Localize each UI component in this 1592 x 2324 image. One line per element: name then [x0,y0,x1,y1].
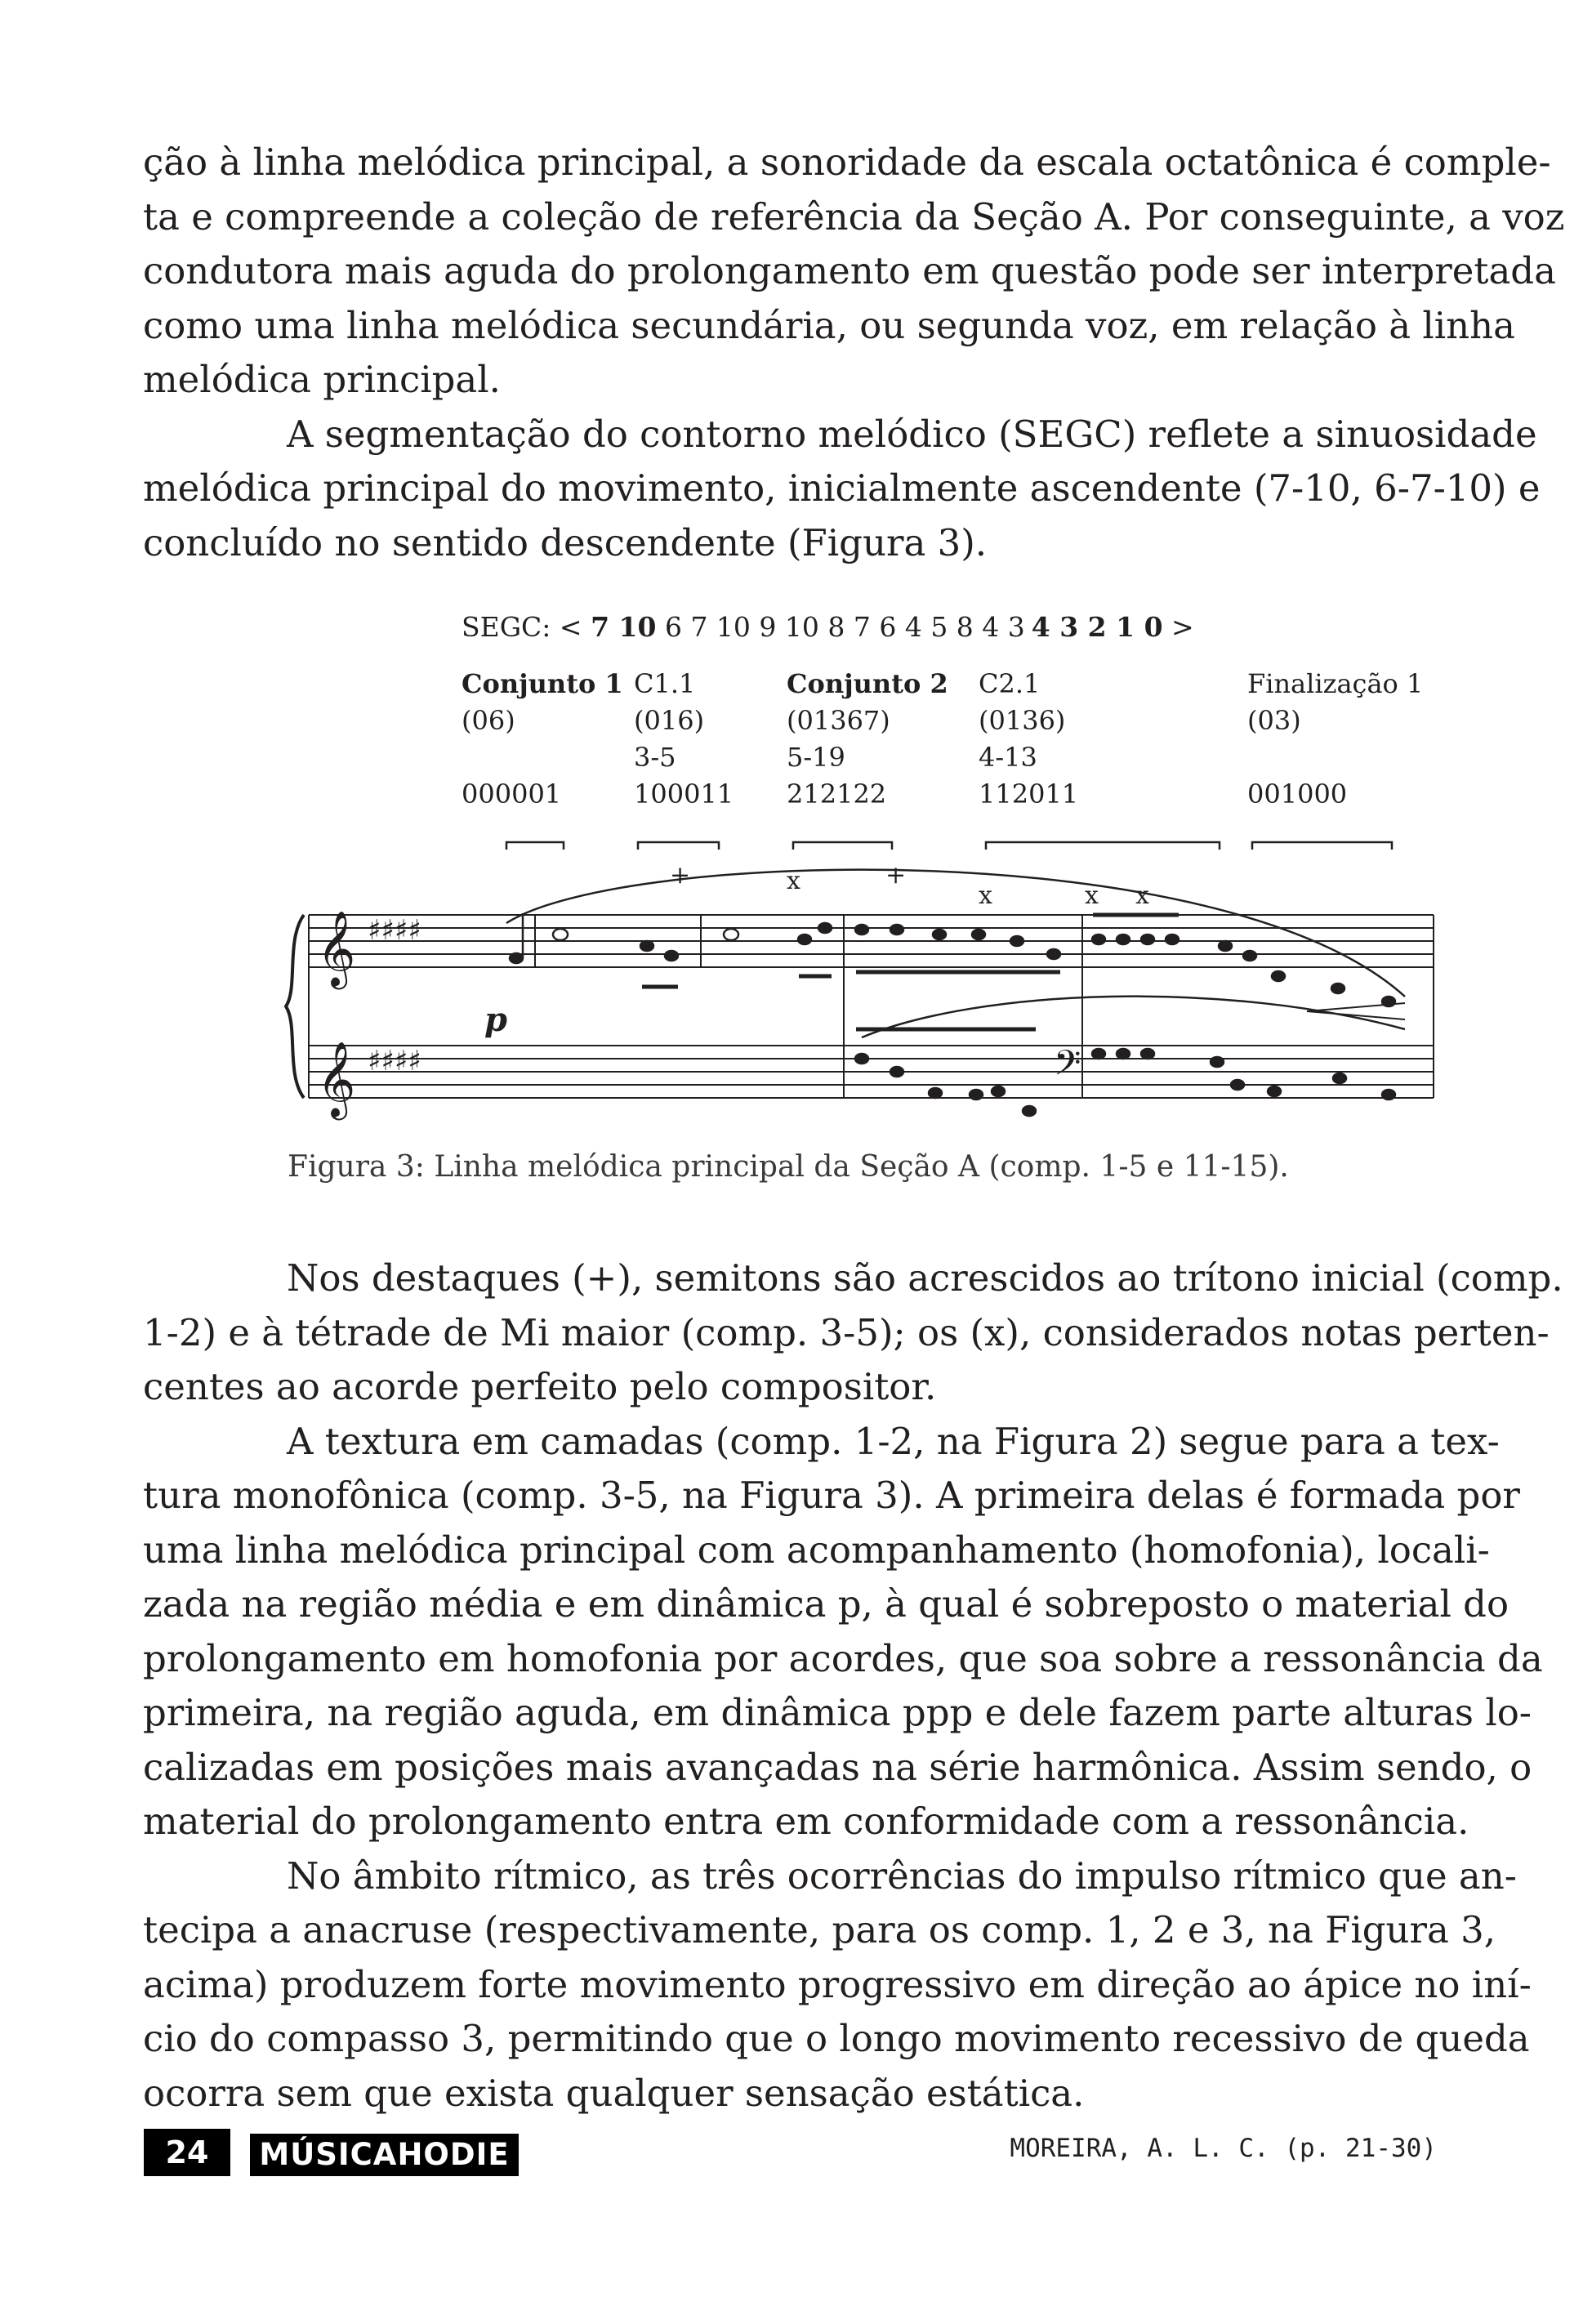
set-vector: 212122 [787,778,887,810]
set-heading: Conjunto 2 [787,668,948,699]
segc-bold-start: 7 10 [591,611,657,643]
set-forte: 4-13 [979,742,1037,773]
note [1211,1057,1224,1067]
segc-suffix: > [1171,611,1194,643]
set-column-conjunto-1 [462,666,623,813]
note [1092,935,1105,944]
text-line: uma linha melódica principal com acompanhamento (homofonia), locali- [143,1528,1490,1572]
note [1333,1073,1346,1083]
note [1092,1049,1105,1059]
mark-x: x [787,867,800,895]
set-heading: C1.1 [634,668,696,699]
text-line: 1-2) e à tétrade de Mi maior (comp. 3-5); os (x), considerados notas perten- [143,1310,1550,1354]
text-line: tecipa a anacruse (respectivamente, para os comp. 1, 2 e 3, na Figura 3, [143,1908,1496,1952]
text-line: A textura em camadas (comp. 1-2, na Figura 2) segue para a tex- [287,1419,1500,1463]
mark-x: x [1135,881,1149,910]
text-line: Nos destaques (+), semitons são acrescidos ao trítono inicial (comp. [287,1256,1563,1300]
segment-bracket [793,842,892,850]
text-line: No âmbito rítmico, as três ocorrências do impulso rítmico que an- [287,1853,1517,1898]
text-line: tura monofônica (comp. 3-5, na Figura 3). A primeira delas é formada por [143,1474,1520,1517]
segment-bracket [506,842,564,850]
text-line: material do prolongamento entra em conformidade com a ressonância. [143,1800,1469,1843]
body-text-top [143,136,1565,570]
body-text-bottom [143,1251,1563,2121]
note [992,1086,1005,1096]
dynamic-marking: p [484,1001,507,1039]
text-line: acima) produzem forte movimento progressivo em direção ao ápice no iní- [143,1962,1532,2006]
note [1141,935,1154,944]
note [1272,971,1285,981]
set-column-c2-1 [979,666,1078,813]
treble-clef-icon: 𝄞 [317,910,356,986]
mark-plus: + [885,861,907,890]
mark-x: x [1085,881,1099,910]
note [1243,951,1256,961]
note [818,923,832,933]
set-pcs: (06) [462,705,515,736]
text-line: ocorra sem que exista qualquer sensação estática. [143,2071,1085,2115]
segment-bracket [638,842,719,850]
note [1117,935,1130,944]
text-line: ção à linha melódica principal, a sonoridade da escala octatônica é comple- [143,141,1551,184]
text-line: melódica principal do movimento, inicialmente ascendente (7-10, 6-7-10) e [143,466,1541,510]
set-column-c1-1 [634,666,734,813]
text-line: centes ao acorde perfeito pelo compositor. [143,1365,937,1408]
note [553,929,568,940]
text-line: melódica principal. [143,358,501,401]
set-heading: Finalização 1 [1247,668,1424,699]
note [890,1067,903,1077]
set-forte [1247,739,1423,776]
set-heading: Conjunto 1 [462,668,623,699]
note [1010,936,1023,946]
key-signature-treble: ♯♯♯♯ [368,914,421,947]
note [1141,1049,1154,1059]
text-line: A segmentação do contorno melódico (SEGC) reflete a sinuosidade [287,412,1537,456]
text-line: como uma linha melódica secundária, ou segunda voz, em relação à linha [143,303,1515,347]
set-vector: 100011 [634,778,734,810]
note [1047,949,1060,959]
figure-caption: Figura 3: Linha melódica principal da Seção A (comp. 1-5 e 11-15). [288,1150,1289,1184]
segc-middle: 6 7 10 9 10 8 7 6 4 5 8 4 3 [664,611,1025,643]
mark-plus: + [670,861,691,890]
note [855,1054,868,1064]
set-vector: 000001 [462,778,562,810]
set-column-finalizacao-1 [1247,666,1423,813]
set-pcs: (03) [1247,705,1301,736]
segc-line [462,611,1194,643]
hairpin [1307,1003,1405,1019]
set-forte [462,739,623,776]
note [972,930,985,939]
note [724,929,738,940]
set-forte: 5-19 [787,742,845,773]
text-line: condutora mais aguda do prolongamento em questão pode ser interpretada [143,249,1556,292]
set-pcs: (0136) [979,705,1066,736]
text-line: cio do compasso 3, permitindo que o longo movimento recessivo de queda [143,2017,1530,2060]
note [510,953,523,963]
page-number: 24 [144,2129,230,2176]
note [1268,1086,1281,1096]
set-vector: 112011 [979,778,1079,810]
text-line: concluído no sentido descendente (Figura 3). [143,520,988,564]
mark-x: x [979,881,992,910]
note [640,941,653,951]
set-vector: 001000 [1247,778,1348,810]
text-line: primeira, na região aguda, em dinâmica ppp e dele fazem parte alturas lo- [143,1691,1532,1734]
set-pcs: (01367) [787,705,890,736]
note [1231,1080,1244,1090]
system-brace [286,915,304,1098]
segc-bold-end: 4 3 2 1 0 [1031,611,1163,643]
running-citation: MOREIRA, A. L. C. (p. 21-30) [1010,2134,1437,2163]
bass-clef-icon: 𝄢 [1054,1043,1081,1092]
note [798,935,811,944]
note [890,925,903,935]
note [970,1090,983,1100]
note [1382,1090,1395,1100]
note [1023,1106,1036,1116]
bass-slur [862,997,1405,1037]
set-column-conjunto-2 [787,666,948,813]
set-pcs: (016) [634,705,705,736]
note [1382,997,1395,1006]
note [1331,984,1345,993]
set-heading: C2.1 [979,668,1041,699]
treble-clef-icon: 𝄞 [317,1041,356,1117]
text-line: prolongamento em homofonia por acordes, que soa sobre a ressonância da [143,1636,1543,1680]
text-line: calizadas em posições mais avançadas na série harmônica. Assim sendo, o [143,1745,1532,1789]
note [665,951,678,961]
set-forte: 3-5 [634,742,676,773]
key-signature-bass: ♯♯♯♯ [368,1045,421,1077]
note [1166,935,1179,944]
note [1219,941,1232,951]
segment-bracket [1252,842,1392,850]
phrase-slur [506,870,1405,997]
note [929,1088,942,1098]
segc-prefix: SEGC: < [462,611,582,643]
note [1117,1049,1130,1059]
text-line: ta e compreende a coleção de referência da Seção A. Por conseguinte, a voz [143,194,1565,239]
note [855,925,868,935]
segment-bracket [986,842,1220,850]
text-line: zada na região média e em dinâmica p, à qual é sobreposto o material do [143,1582,1510,1626]
note [933,930,946,939]
journal-logo: MÚSICAHODIE [250,2134,519,2176]
